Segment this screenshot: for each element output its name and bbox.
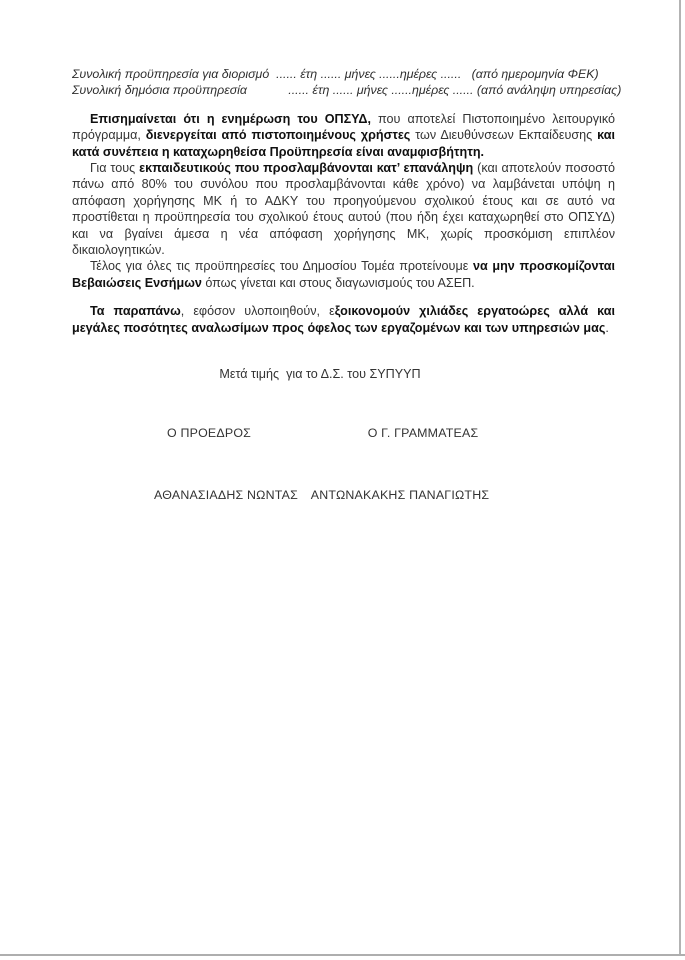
text-run: Επισημαίνεται ότι η ενημέρωση του ΟΠΣΥΔ,: [90, 111, 371, 126]
paragraph-no-ensima: [72, 258, 615, 291]
text-run: και κατά συνέπεια η καταχωρηθείσα Προϋπηρεσία είναι αναμφισβήτητη.: [72, 128, 615, 159]
scan-edge-right: [679, 0, 681, 956]
text-run: Τέλος για όλες τις προϋπηρεσίες του Δημοσίου Τομέα προτείνουμε: [90, 259, 473, 274]
text-run: (και αποτελούν ποσοστό πάνω από 80% του συνόλου που προσλαμβάνονται κάθε χρόνο) να λαμβάνεται υπόψη η απόφαση χορήγησης ΜΚ ή το ΑΔΚΥ του προηγούμενου σχολικού έτους και σε αυτό να προστίθεται η προϋπηρεσία του σχολικού έτους αυτού (που ήδη έχει καταχωρηθεί στο ΟΠΣΥΔ) και να βγαίνει άμεσα η νέα απόφαση χορήγησης ΜΚ, χωρίς προσκόμιση επιπλέον δικαιολογητικών.: [72, 161, 615, 258]
scan-edge-bottom: [0, 954, 685, 956]
text-run: να μην προσκομίζονται Βεβαιώσεις Ενσήμων: [72, 259, 615, 290]
document-content: [72, 66, 622, 503]
text-run: όπως γίνεται και στους διαγωνισμούς του ΑΣΕΠ.: [205, 275, 475, 290]
service-summary-line-2: Συνολική δημόσια προϋπηρεσία ...... έτη ...... μήνες ......ημέρες ...... (από ανάληψη υπηρεσίας): [72, 83, 622, 98]
service-summary-line-1: Συνολική προϋπηρεσία για διορισμό ...... έτη ...... μήνες ......ημέρες ...... (από ημερομηνία ΦΕΚ): [72, 67, 599, 81]
paragraph-opsyd-certified: [72, 111, 615, 160]
signature-names-row: [72, 487, 615, 503]
text-run: εκπαιδευτικούς που προσλαμβάνονται κατ’ επανάληψη: [139, 161, 478, 176]
text-run: Τα παραπάνω: [90, 304, 181, 319]
paragraph-benefits: [72, 303, 615, 336]
paragraph-repeat-hires: [72, 160, 615, 258]
text-run: , εφόσον υλοποιηθούν, ε: [180, 304, 335, 319]
text-run: που αποτελεί Πιστοποιημένο λειτουργικό πρόγραμμα,: [72, 111, 616, 143]
closing-salutation: Μετά τιμής για το Δ.Σ. του ΣΥΠΥΥΠ: [219, 367, 421, 382]
signature-titles-row: [72, 425, 615, 441]
text-run: των Διευθύνσεων Εκπαίδευσης: [410, 128, 598, 143]
text-run: διενεργείται από πιστοποιημένους χρήστες: [145, 128, 411, 143]
text-run: .: [605, 320, 609, 335]
text-run: Για τους: [90, 161, 140, 176]
text-run: ξοικονομούν χιλιάδες εργατοώρες αλλά και μεγάλες ποσότητες αναλωσίμων προς όφελος των εργαζομένων και των υπηρεσιών μας: [72, 304, 615, 335]
signature-title-president: Ο ΠΡΟΕΔΡΟΣ: [166, 426, 252, 441]
signature-name-secretary: ΑΝΤΩΝΑΚΑΚΗΣ ΠΑΝΑΓΙΩΤΗΣ: [310, 488, 490, 503]
signature-title-secretary: Ο Γ. ΓΡΑΜΜΑΤΕΑΣ: [367, 426, 479, 441]
closing-salutation-row: [72, 366, 615, 383]
signature-name-president: ΑΘΑΝΑΣΙΑΔΗΣ ΝΩΝΤΑΣ: [154, 488, 298, 503]
